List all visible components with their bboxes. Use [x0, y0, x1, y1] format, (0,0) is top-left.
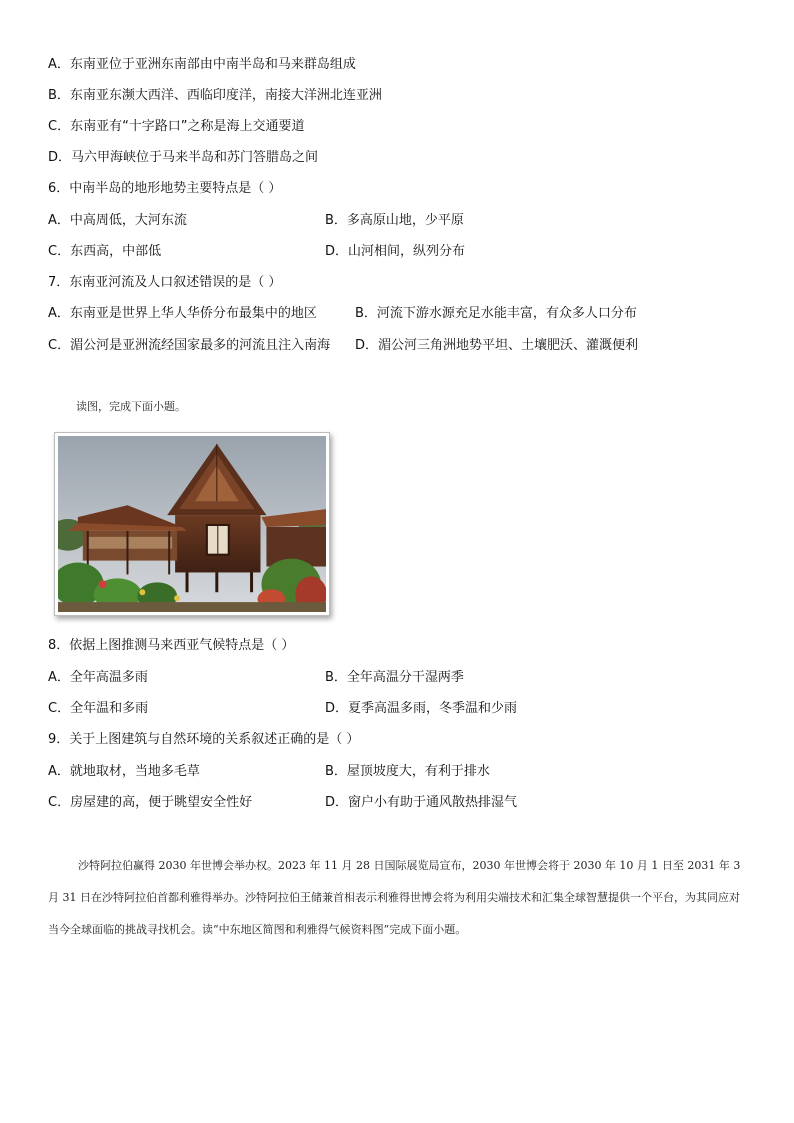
q7-option-c: C．湄公河是亚洲流经国家最多的河流且注入南海	[48, 338, 331, 353]
q6-stem: 6．中南半岛的地形地势主要特点是（ ）	[48, 181, 282, 196]
malay-stilt-house-photo	[54, 432, 330, 616]
q8-option-c: C．全年温和多雨	[48, 701, 149, 716]
read-figure-intro: 读图，完成下面小题。	[76, 400, 186, 413]
q5-option-c: C．东南亚有“十字路口”之称是海上交通要道	[48, 119, 305, 134]
q6-option-c: C．东西高，中部低	[48, 244, 162, 259]
q6-option-a: A．中高周低，大河东流	[48, 213, 187, 228]
q5-option-d: D．马六甲海峡位于马来半岛和苏门答腊岛之间	[48, 150, 319, 165]
q7-option-b: B．河流下游水源充足水能丰富，有众多人口分布	[355, 306, 637, 321]
q9-option-b: B．屋顶坡度大，有利于排水	[325, 764, 490, 779]
q6-option-d: D．山河相间，纵列分布	[325, 244, 466, 259]
q8-option-b: B．全年高温分干湿两季	[325, 670, 464, 685]
q7-option-a: A．东南亚是世界上华人华侨分布最集中的地区	[48, 306, 317, 321]
q8-option-a: A．全年高温多雨	[48, 670, 148, 685]
q8-stem: 8．依据上图推测马来西亚气候特点是（ ）	[48, 638, 295, 653]
q5-option-a: A．东南亚位于亚洲东南部由中南半岛和马来群岛组成	[48, 57, 356, 72]
expo-passage: 沙特阿拉伯赢得 2030 年世博会举办权。2023 年 11 月 28 日国际展览局宣布，2030 年世博会将于 2030 年 10 月 1 日至 2031 年 3 月 31 日在沙特阿拉伯首都利雅得举办。沙特阿拉伯王储兼首相表示利雅得世博会将为利用尖端技术和汇集全球智慧提供一个平台，为其同应对当今全球面临的挑战寻找机会。读“中东地区简图和利雅得气候资料图”完成下面小题。	[48, 859, 741, 936]
q7-option-d: D．湄公河三角洲地势平坦、土壤肥沃、灌溉便利	[355, 338, 639, 353]
q9-option-a: A．就地取材，当地多毛草	[48, 764, 200, 779]
q7-stem: 7．东南亚河流及人口叙述错误的是（ ）	[48, 275, 282, 290]
q9-option-d: D．窗户小有助于通风散热排湿气	[325, 795, 518, 810]
q6-option-b: B．多高原山地，少平原	[325, 213, 464, 228]
q9-stem: 9．关于上图建筑与自然环境的关系叙述正确的是（ ）	[48, 732, 360, 747]
q5-option-b: B．东南亚东濒大西洋、西临印度洋，南接大洋洲北连亚洲	[48, 88, 382, 103]
q8-option-d: D．夏季高温多雨，冬季温和少雨	[325, 701, 518, 716]
q9-option-c: C．房屋建的高，便于眺望安全性好	[48, 795, 253, 810]
